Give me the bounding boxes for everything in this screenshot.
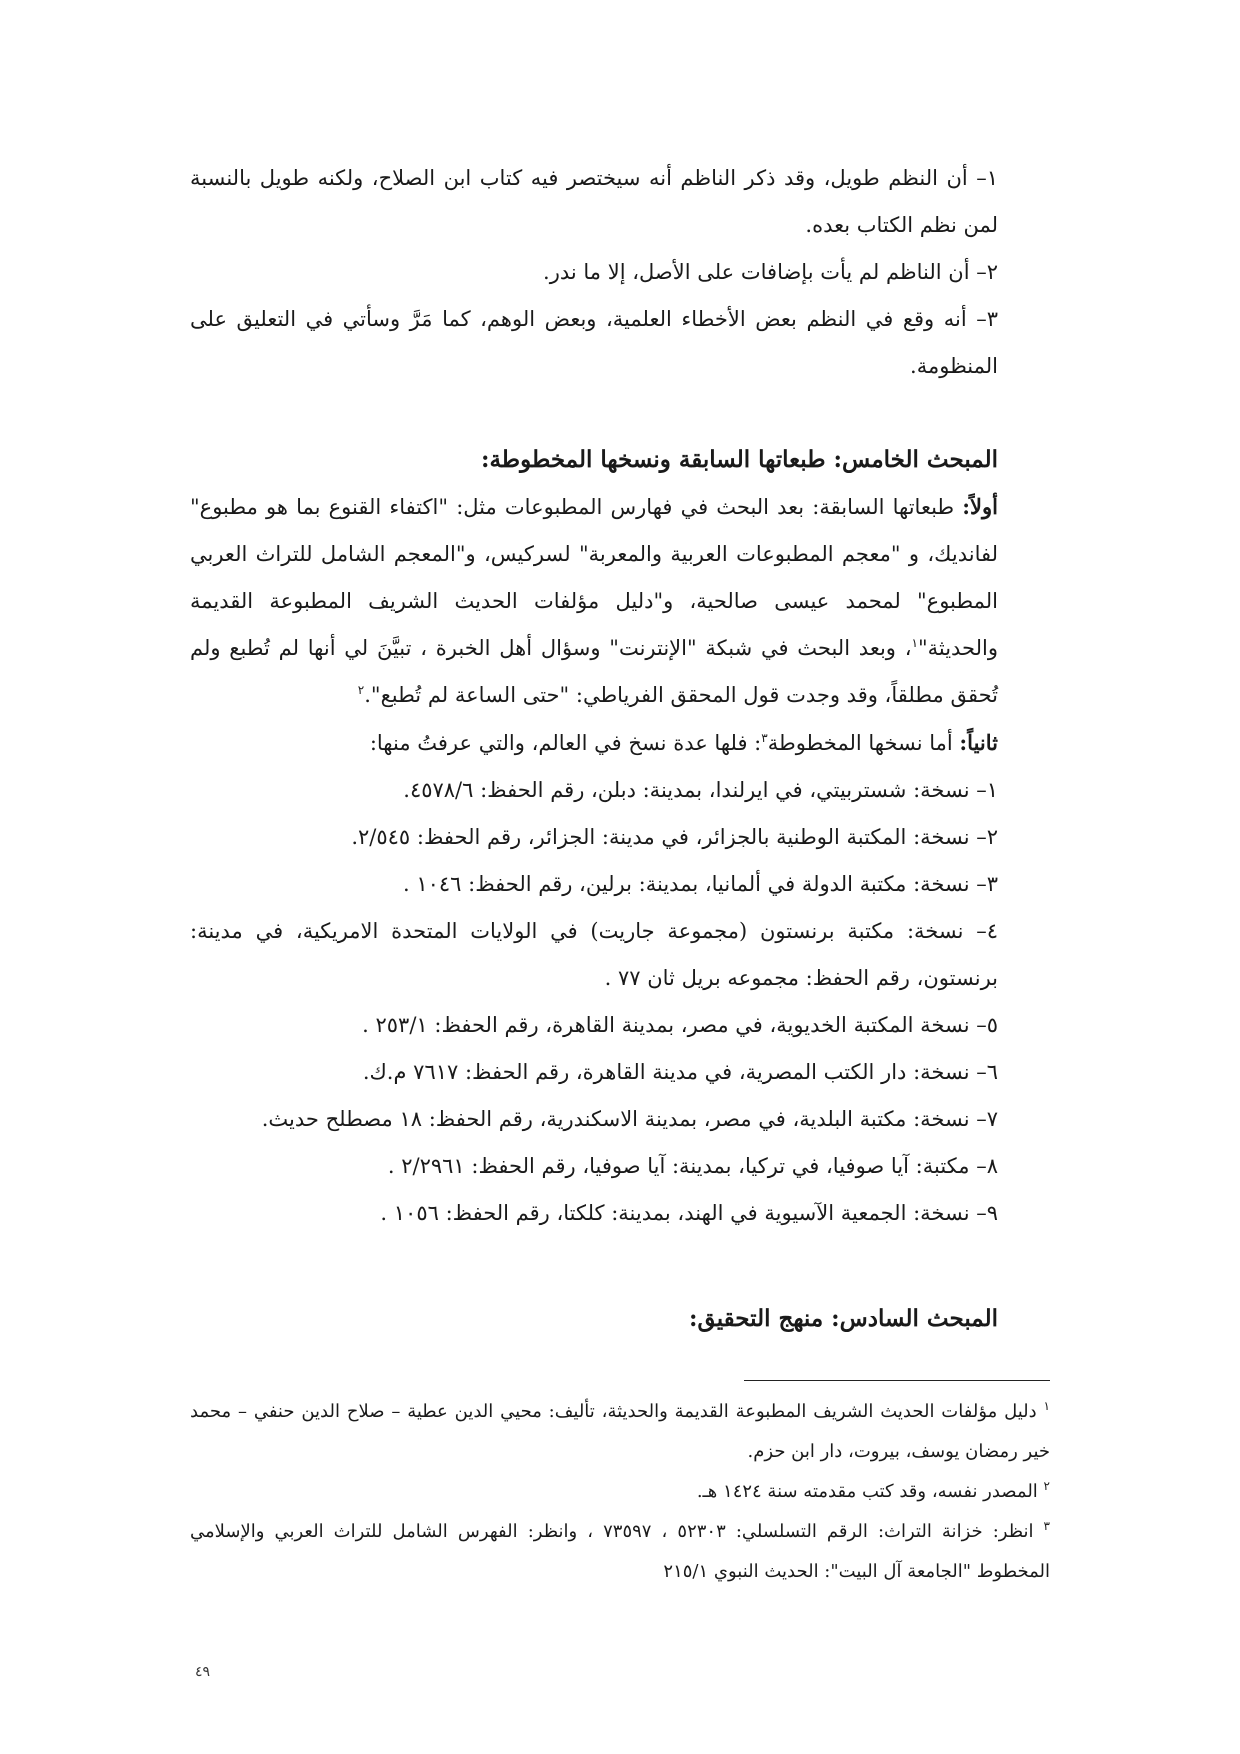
- footnotes: [190, 1392, 1050, 1592]
- footnote-3: [190, 1512, 1050, 1592]
- copy-item: ٣– نسخة: مكتبة الدولة في ألمانيا، بمدينة: برلين، رقم الحفظ: ١٠٤٦ .: [402, 872, 998, 896]
- section-6-heading: المبحث السادس: منهج التحقيق:: [689, 1305, 998, 1332]
- copy-item: ٢– نسخة: المكتبة الوطنية بالجزائر، في مدينة: الجزائر، رقم الحفظ: ٢/٥٤٥.: [351, 825, 998, 849]
- copy-item: ٥– نسخة المكتبة الخديوية، في مصر، بمدينة القاهرة، رقم الحفظ: ٢٥٣/١ .: [362, 1013, 998, 1037]
- copy-item: ٧– نسخة: مكتبة البلدية، في مصر، بمدينة الاسكندرية، رقم الحفظ: ١٨ مصطلح حديث.: [261, 1107, 998, 1131]
- footnote-number: ١: [1043, 1399, 1050, 1413]
- main-text: [190, 155, 1050, 1342]
- footnote-text: انظر: خزانة التراث: الرقم التسلسلي: ٥٢٣٠٣ ، ٧٣٥٩٧ ، وانظر: الفهرس الشامل للتراث العربي والإسلامي المخطوط "الجامعة آل البيت": الحديث النبوي ٢١٥/١: [190, 1521, 1050, 1582]
- manuscript-copies-list: [190, 767, 1050, 1237]
- second-text-b: : فلها عدة نسخ في العالم، والتي عرفتُ منها:: [369, 731, 762, 755]
- footnote-2: [190, 1472, 1050, 1512]
- footnote-text: دليل مؤلفات الحديث الشريف المطبوعة القديمة والحديثة، تأليف: محيي الدين عطية – صلاح الدين حنفي – محمد خير رمضان يوسف، بيروت، دار ابن حزم.: [190, 1401, 1050, 1462]
- footnote-1: [190, 1392, 1050, 1472]
- footnote-number: ٣: [1043, 1519, 1050, 1533]
- reason-3: ٣– أنه وقع في النظم بعض الأخطاء العلمية، وبعض الوهم، كما مَرَّ وسأتي في التعليق على المنظومة.: [190, 307, 998, 378]
- first-lead: أولاً:: [962, 494, 998, 519]
- second-paragraph: [190, 719, 1050, 767]
- footnote-text: المصدر نفسه، وقد كتب مقدمته سنة ١٤٢٤ هـ.: [696, 1481, 1044, 1502]
- copy-item: ٦– نسخة: دار الكتب المصرية، في مدينة القاهرة، رقم الحفظ: ٧٦١٧ م.ك.: [362, 1060, 998, 1084]
- page-number: ٤٩: [195, 1664, 211, 1680]
- footnote-divider: [744, 1380, 1050, 1381]
- section-5-heading: المبحث الخامس: طبعاتها السابقة ونسخها المخطوطة:: [480, 446, 998, 473]
- first-text-a: طبعاتها السابقة: بعد البحث في فهارس المطبوعات مثل: "اكتفاء القنوع بما هو مطبوع" لفانديك، و "معجم المطبوعات العربية والمعربة" لسركيس، و"المعجم الشامل للتراث العربي المطبوع" لمحمد عيسى صالحية، و"دليل مؤلفات الحديث الشريف المطبوعة القديمة والحديثة": [190, 495, 998, 660]
- footnote-ref-3: ٣: [761, 731, 768, 745]
- first-paragraph: [190, 483, 1050, 719]
- reason-1: ١– أن النظم طويل، وقد ذكر الناظم أنه سيختصر فيه كتاب ابن الصلاح، ولكنه طويل بالنسبة لمن نظم الكتاب بعده.: [190, 166, 998, 237]
- second-lead: ثانياً:: [959, 730, 998, 755]
- footnote-ref-2: ٢: [357, 683, 365, 697]
- footnote-number: ٢: [1043, 1479, 1050, 1493]
- copy-item: ٤– نسخة: مكتبة برنستون (مجموعة جاريت) في الولايات المتحدة الامريكية، في مدينة: برنستون، رقم الحفظ: مجموعه بريل ثان ٧٧ .: [190, 919, 998, 990]
- copy-item: ٩– نسخة: الجمعية الآسيوية في الهند، بمدينة: كلكتا، رقم الحفظ: ١٠٥٦ .: [380, 1201, 998, 1225]
- reason-2: ٢– أن الناظم لم يأت بإضافات على الأصل، إلا ما ندر.: [543, 260, 998, 284]
- copy-item: ٨– مكتبة: آيا صوفيا، في تركيا، بمدينة: آيا صوفيا، رقم الحفظ: ٢/٢٩٦١ .: [387, 1154, 998, 1178]
- first-text-b: ، وبعد البحث في شبكة "الإنترنت" وسؤال أهل الخبرة ، تبيَّنَ لي أنها لم تُطبع ولم تُحقق مطلقاً، وقد وجدت قول المحقق الفرياطي: "حتى الساعة لم تُطبع".: [190, 636, 998, 707]
- second-text-a: أما نسخها المخطوطة: [767, 731, 960, 755]
- copy-item: ١– نسخة: شستربيتي، في ايرلندا، بمدينة: دبلن، رقم الحفظ: ٤٥٧٨/٦.: [403, 778, 998, 802]
- footnote-ref-1: ١: [911, 636, 918, 650]
